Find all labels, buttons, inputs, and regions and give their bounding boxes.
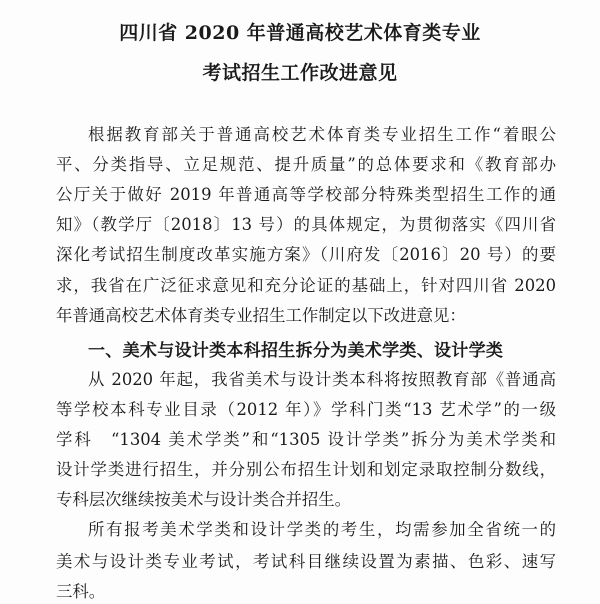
- intro-line: 根据教育部关于普通高校艺术体育类专业招生工作“着眼公: [88, 125, 556, 144]
- body-line: 等学校本科专业目录（2012 年）》学科门类“13 艺术学”的一级: [56, 400, 556, 419]
- intro-line: 年普通高校艺术体育类专业招生工作制定以下改进意见：: [56, 306, 466, 325]
- body-line: 学科 “1304 美术学类”和“1305 设计学类”拆分为美术学类和: [56, 430, 556, 449]
- body-line: 所有报考美术学类和设计学类的考生，均需参加全省统一的: [88, 520, 556, 539]
- intro-line: 求，我省在广泛征求意见和充分论证的基础上，针对四川省 2020: [56, 276, 556, 295]
- intro-line: 深化考试招生制度改革实施方案》（川府发〔2016〕20 号）的要: [56, 245, 556, 264]
- body-line: 专科层次继续按美术与设计类合并招生。: [56, 490, 352, 509]
- intro-line: 公厅关于做好 2019 年普通高等学校部分特殊类型招生工作的通: [56, 185, 556, 204]
- body-line: 三科。: [56, 582, 106, 601]
- body-line: 设计学类进行招生，并分别公布招生计划和划定录取控制分数线，: [56, 460, 556, 479]
- section-heading: 一、美术与设计类本科招生拆分为美术学类、设计学类: [88, 341, 504, 361]
- document-title-line-1: 四川省 2020 年普通高校艺术体育类专业: [119, 22, 481, 44]
- document-title-line-2: 考试招生工作改进意见: [202, 62, 398, 84]
- intro-line: 平、分类指导、立足规范、提升质量”的总体要求和《教育部办: [56, 155, 556, 174]
- intro-line: 知》（教学厅〔2018〕13 号）的具体规定，为贯彻落实《四川省: [56, 215, 556, 234]
- body-line: 从 2020 年起，我省美术与设计类本科将按照教育部《普通高: [88, 370, 556, 389]
- body-line: 美术与设计类专业考试，考试科目继续设置为素描、色彩、速写: [56, 552, 556, 571]
